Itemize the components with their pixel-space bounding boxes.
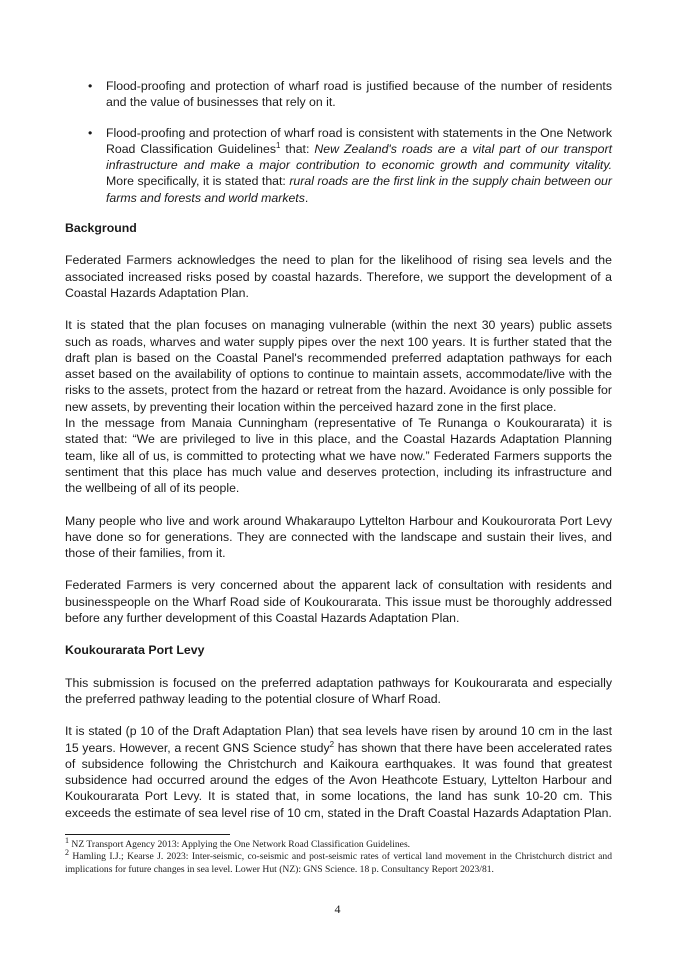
footnote-ref: 2 (329, 739, 335, 749)
footnote-divider (65, 834, 230, 835)
paragraph (65, 723, 612, 821)
quote-text: New Zealand's roads are a vital part of our transport infrastructure and make a major contribution to economic growth and community vitality. (106, 141, 612, 173)
footnotes (65, 834, 612, 876)
paragraph: Federated Farmers acknowledges the need to plan for the likelihood of rising sea levels and the associated increased risks posed by coastal hazards. Therefore, we support the development of a Coastal Hazards Adaptation Plan. (65, 253, 612, 300)
paragraph: It is stated that the plan focuses on managing vulnerable (within the next 30 years) public assets such as roads, wharves and water supply pipes over the next 100 years. It is further stated that the draft plan is based on the Coastal Panel's recommended preferred adaptation pathways for each asset based on the availability of options to continue to maintain assets, accommodate/live with the risks to the assets, protect from the hazard or retreat from the hazard. Avoidance is only possible for new assets, by preventing their location within the perceived hazard zone in the first place. (65, 318, 612, 414)
section-heading: Background (65, 221, 137, 236)
footnote-text: Hamling I.J.; Kearse J. 2023: Inter-seismic, co-seismic and post-seismic rates of vertical land movement in the Christchurch district and implications for future changes in sea level. Lower Hut (NZ): GNS Science. 18 p. Consultancy Report 2023/81. (65, 851, 612, 875)
bullet-text: Flood-proofing and protection of wharf road is consistent with statements in the One Network Road Classification Guidelines (106, 125, 612, 156)
bullet-text: that: (280, 141, 315, 156)
page-body (65, 78, 612, 837)
footnote-ref: 1 (275, 140, 281, 150)
footnote (65, 848, 612, 876)
paragraph-text: has shown that there have been accelerated rates of subsidence following the Christchurch and Kaikoura earthquakes. It was found that greatest subsidence had occurred around the edges of the Avon Heathcote Estuary, Lyttelton Harbour and Koukourarata Port Levy. It is stated that, in some locations, the land has sunk 10-20 cm. This exceeds the estimate of sea level rise of 10 cm, stated in the Draft Coastal Hazards Adaptation Plan. (65, 740, 613, 820)
bullet-list (65, 78, 612, 206)
quote-text: rural roads are the first link in the supply chain between our farms and forests and world markets (106, 174, 612, 205)
footnote-number: 2 (65, 848, 69, 858)
paragraph: This submission is focused on the preferred adaptation pathways for Koukourarata and especially the preferred pathway leading to the potential closure of Wharf Road. (65, 675, 612, 706)
paragraph: In the message from Manaia Cunningham (representative of Te Runanga o Koukourarata) it is stated that: “We are privileged to live in this place, and the Coastal Hazards Adaptation Planning team, like all of us, is committed to protecting what we have now.” Federated Farmers supports the sentiment that this place has much value and deserves protection, including its infrastructure and the wellbeing of all of its people. (65, 416, 612, 496)
bullet-text: Flood-proofing and protection of wharf road is justified because of the number of residents and the value of businesses that rely on it. (106, 79, 612, 110)
footnote-text: NZ Transport Agency 2013: Applying the One Network Road Classification Guidelines. (69, 839, 411, 850)
section-heading: Koukourarata Port Levy (65, 643, 205, 658)
bullet-text: . (304, 190, 309, 205)
bullet-item (106, 78, 612, 111)
paragraph-text: It is stated (p 10 of the Draft Adaptation Plan) that sea levels have risen by around 10 cm in the last 15 years. However, a recent GNS Science study (65, 724, 612, 755)
footnote (65, 835, 612, 851)
paragraph: Many people who live and work around Whakaraupo Lyttelton Harbour and Koukourorata Port Levy have done so for generations. They are connected with the landscape and sustain their lives, and those of their families, from it. (65, 513, 612, 561)
paragraph: Federated Farmers is very concerned about the apparent lack of consultation with residents and businesspeople on the Wharf Road side of Koukourarata. This issue must be thoroughly addressed before any further development of this Coastal Hazards Adaptation Plan. (65, 578, 612, 626)
footnote-number: 1 (65, 835, 69, 845)
bullet-item (106, 125, 612, 206)
page-number: 4 (334, 902, 341, 916)
bullet-text: More specifically, it is stated that: (106, 174, 290, 189)
